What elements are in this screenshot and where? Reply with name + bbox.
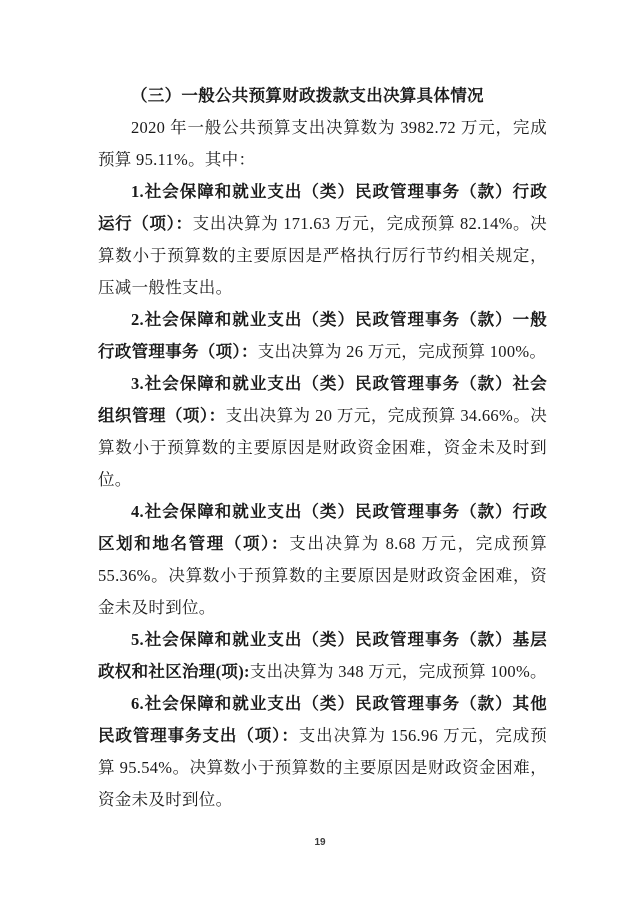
budget-item-5-label: 5.社会保障和就业支出（类）民政管理事务（款）基层政权和社区治理(项): [98, 630, 547, 681]
budget-item-1 [98, 176, 547, 304]
budget-item-3 [98, 368, 547, 496]
document-body [98, 80, 547, 816]
budget-item-4 [98, 496, 547, 624]
page-number: 19 [314, 837, 326, 848]
section-heading: （三）一般公共预算财政拨款支出决算具体情况 [131, 86, 484, 105]
budget-item-2-body: 支出决算为 26 万元，完成预算 100%。 [257, 342, 547, 361]
budget-item-6-label: 6.社会保障和就业支出（类）民政管理事务（款）其他民政管理事务支出（项）： [98, 694, 547, 745]
budget-item-6-body: 支出决算为 156.96 万元，完成预算 95.54%。决算数小于预算数的主要原因是财政资金困难，资金未及时到位。 [98, 726, 547, 809]
budget-item-2 [98, 304, 547, 368]
budget-item-5-body: 支出决算为 348 万元，完成预算 100%。 [249, 662, 547, 681]
budget-item-3-body: 支出决算为 20 万元，完成预算 34.66%。决算数小于预算数的主要原因是财政资金困难，资金未及时到位。 [98, 406, 547, 489]
budget-item-4-label: 4.社会保障和就业支出（类）民政管理事务（款）行政区划和地名管理（项）： [98, 502, 547, 553]
budget-item-4-body: 支出决算为 8.68 万元，完成预算 55.36%。决算数小于预算数的主要原因是财政资金困难，资金未及时到位。 [98, 534, 547, 617]
budget-item-1-label: 1.社会保障和就业支出（类）民政管理事务（款）行政运行（项）： [98, 182, 547, 233]
budget-item-2-label: 2.社会保障和就业支出（类）民政管理事务（款）一般行政管理事务（项）： [98, 310, 547, 361]
intro-paragraph: 2020 年一般公共预算支出决算数为 3982.72 万元，完成预算 95.11%。其中： [98, 118, 547, 169]
budget-item-1-body: 支出决算为 171.63 万元，完成预算 82.14%。决算数小于预算数的主要原因是严格执行厉行节约相关规定，压减一般性支出。 [98, 214, 547, 297]
budget-item-5 [98, 624, 547, 688]
budget-item-3-label: 3.社会保障和就业支出（类）民政管理事务（款）社会组织管理（项）： [98, 374, 547, 425]
budget-item-6 [98, 688, 547, 816]
